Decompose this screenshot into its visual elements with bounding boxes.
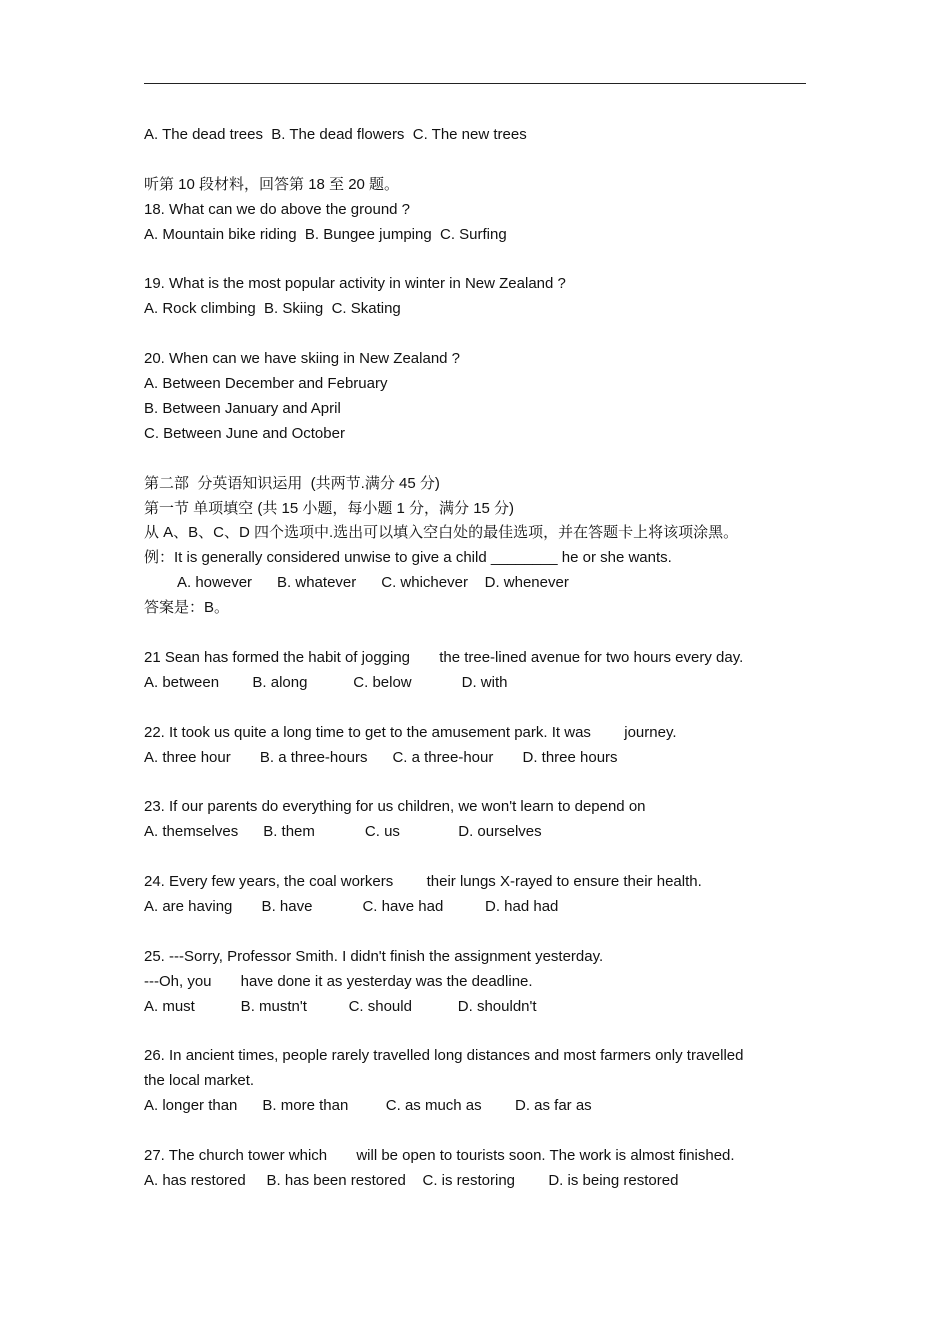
blank-line [144,845,806,870]
q20-option-c: C. Between June and October [144,424,345,442]
blank-line [144,248,806,273]
q20-question: 20. When can we have skiing in New Zealand ? [144,350,461,368]
document-body [144,123,806,1194]
q23-stem: 23. If our parents do everything for us children, we won't learn to depend on [144,798,646,816]
q21-options: A. between B. along C. below D. with [144,673,508,691]
example-answer: 答案是：B。 [144,599,230,617]
q25-stem-line1: 25. ---Sorry, Professor Smith. I didn't finish the assignment yesterday. [144,947,604,965]
example-question: 例：It is generally considered unwise to give a child ________ he or she wants. [144,549,672,567]
q18-question: 18. What can we do above the ground ? [144,200,411,218]
q27-stem: 27. The church tower which will be open to tourists soon. The work is almost finished. [144,1146,735,1164]
blank-line [144,920,806,945]
part2-instruction: 从 A、B、C、D 四个选项中.选出可以填入空白处的最佳选项，并在答题卡上将该项涂黑。 [144,524,739,542]
q24-stem: 24. Every few years, the coal workers their lungs X-rayed to ensure their health. [144,873,702,891]
q25-options: A. must B. mustn't C. should D. shouldn't [144,997,537,1015]
blank-line [144,148,806,173]
blank-line [144,621,806,646]
q26-stem-line2: the local market. [144,1072,255,1090]
header-rule [144,83,806,84]
section10-instruction: 听第 10 段材料，回答第 18 至 20 题。 [144,175,400,193]
q27-options: A. has restored B. has been restored C. is restoring D. is being restored [144,1171,679,1189]
part2-heading: 第二部 分英语知识运用 (共两节.满分 45 分) [144,474,440,492]
q19-options: A. Rock climbing B. Skiing C. Skating [144,300,401,318]
q26-options: A. longer than B. more than C. as much as D. as far as [144,1097,592,1115]
q20-option-b: B. Between January and April [144,399,341,417]
blank-line [144,770,806,795]
q24-options: A. are having B. have C. have had D. had had [144,897,559,915]
q25-stem-line2: ---Oh, you have done it as yesterday was the deadline. [144,972,533,990]
example-options: A. however B. whatever C. whichever D. whenever [177,574,569,592]
q20-option-a: A. Between December and February [144,375,388,393]
q22-options: A. three hour B. a three-hours C. a three-hour D. three hours [144,748,618,766]
q22-stem: 22. It took us quite a long time to get to the amusement park. It was journey. [144,723,677,741]
q23-options: A. themselves B. them C. us D. ourselves [144,823,542,841]
blank-line [144,696,806,721]
q19-question: 19. What is the most popular activity in winter in New Zealand ? [144,275,566,293]
blank-line [144,322,806,347]
q17-options: A. The dead trees B. The dead flowers C. The new trees [144,126,527,143]
blank-line [144,1019,806,1044]
q21-stem: 21 Sean has formed the habit of jogging the tree-lined avenue for two hours every day. [144,648,744,666]
q26-stem-line1: 26. In ancient times, people rarely travelled long distances and most farmers only travelled [144,1047,744,1065]
q18-options: A. Mountain bike riding B. Bungee jumping C. Surfing [144,225,507,243]
section1-heading: 第一节 单项填空 (共 15 小题，每小题 1 分，满分 15 分) [144,499,515,517]
blank-line [144,1119,806,1144]
blank-line [144,447,806,472]
